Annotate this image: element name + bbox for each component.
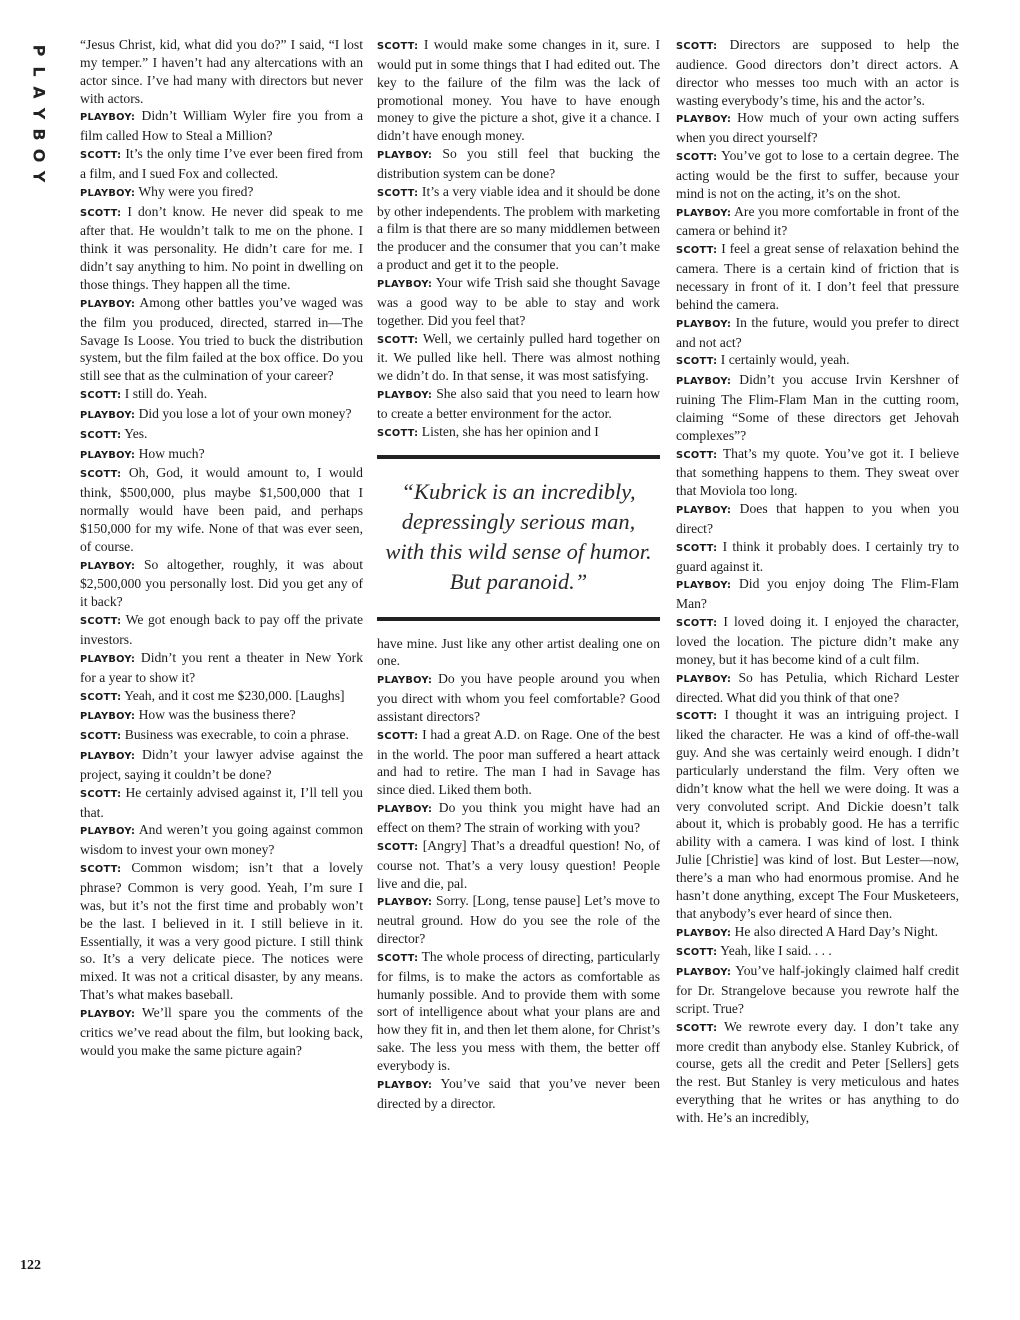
interview-paragraph: [676, 575, 959, 613]
paragraph-text: Didn’t you rent a theater in New York for a year to show it?: [80, 649, 363, 685]
masthead-letter: A: [29, 86, 49, 99]
interview-paragraph: [676, 500, 959, 538]
paragraph-text: So has Petulia, which Richard Lester directed. What did you think of that one?: [676, 669, 959, 705]
paragraph-text: I don’t know. He never did speak to me after that. He wouldn’t talk to me on the phone. I think it was personality. He didn’t care for me. I didn’t say anything to him. No point in dwelling on those things. They happen all the time.: [80, 203, 363, 292]
masthead-letter: O: [29, 148, 49, 163]
interview-paragraph: [80, 425, 363, 445]
speaker-label: PLAYBOY:: [676, 673, 732, 685]
paragraph-text: I had a great A.D. on Rage. One of the best in the world. The poor man suffered a heart attack and had to retire. The man I had in Savage has since died. Liked them both.: [377, 726, 660, 798]
page-number: 122: [20, 1258, 41, 1273]
paragraph-text: Why were you fired?: [138, 183, 254, 199]
interview-paragraph: [80, 611, 363, 649]
speaker-label: SCOTT:: [377, 952, 419, 964]
interview-paragraph: [80, 556, 363, 612]
paragraph-text: I loved doing it. I enjoyed the character, loved the location. The picture didn’t make any money, but it has become kind of a cult film.: [676, 614, 959, 667]
interview-paragraph: [377, 726, 660, 799]
column-3: [676, 36, 959, 1127]
paragraph-text: “Jesus Christ, kid, what did you do?” I said, “I lost my temper.” I haven’t had any altercations with an actor since. I’ve had many with directors but never with actors.: [80, 37, 363, 106]
paragraph-text: Among other battles you’ve waged was the film you produced, directed, starred in—The Savage Is Loose. You tried to buck the distribution system, but the film failed at the box office. Do you still see that as the culmination of your career?: [80, 294, 363, 384]
speaker-label: PLAYBOY:: [80, 560, 136, 572]
speaker-label: PLAYBOY:: [80, 826, 136, 838]
speaker-label: SCOTT:: [676, 1022, 718, 1034]
speaker-label: PLAYBOY:: [80, 112, 136, 124]
interview-paragraph: [80, 464, 363, 555]
speaker-label: PLAYBOY:: [377, 278, 433, 290]
interview-paragraph: [676, 706, 959, 922]
interview-paragraph: [377, 799, 660, 837]
paragraph-text: Yeah, like I said. . . .: [720, 943, 832, 959]
masthead-letter: B: [29, 128, 49, 141]
interview-paragraph: [377, 274, 660, 330]
paragraph-text: Does that happen to you when you direct?: [676, 501, 959, 536]
paragraph-text: How much of your own acting suffers when you direct yourself?: [676, 110, 960, 146]
masthead-letter: P: [29, 44, 49, 57]
paragraph-text: So altogether, roughly, it was about $2,500,000 you personally lost. Did you get any of it back?: [80, 556, 363, 610]
speaker-label: SCOTT:: [676, 152, 718, 164]
paragraph-text: I would make some changes in it, sure. I would put in some things that I had edited out. The key to the failure of the film was the lack of promotional money. You have to have enough money to give the picture a shot, give it a chance. I didn’t have enough money.: [377, 37, 660, 144]
interview-paragraph: [676, 1018, 959, 1127]
paragraph-text: Do you have people around you when you direct with whom you feel comfortable? Good assistant directors?: [377, 671, 660, 724]
paragraph-text: It’s a very viable idea and it should be done by other independents. The problem with marketing a film is that there are so many middlemen between the producer and the consumer that you can’t make a product and get it to the people.: [377, 183, 660, 273]
speaker-label: SCOTT:: [377, 841, 419, 853]
speaker-label: PLAYBOY:: [377, 804, 433, 816]
paragraph-text: Directors are supposed to help the audience. Good directors don’t direct actors. A director who messes too much with an actor is wasting everybody’s time, his and the actor’s.: [676, 37, 959, 108]
paragraph-text: In the future, would you prefer to direct and not act?: [676, 314, 959, 350]
speaker-label: SCOTT:: [80, 864, 122, 876]
speaker-label: SCOTT:: [80, 731, 122, 743]
interview-paragraph: [80, 687, 363, 707]
interview-paragraph: [377, 183, 660, 274]
column-1: [80, 36, 363, 1059]
interview-paragraph: [377, 145, 660, 183]
speaker-label: SCOTT:: [377, 187, 419, 199]
speaker-label: SCOTT:: [377, 730, 419, 742]
paragraph-text: Sorry. [Long, tense pause] Let’s move to neutral ground. How do you see the role of the director?: [377, 893, 660, 947]
speaker-label: PLAYBOY:: [80, 711, 136, 723]
paragraph-text: I thought it was an intriguing project. I liked the character. He was a kind of off-the-wall guy. And she was certainly weird enough. I didn’t particularly understand the film. Very often we didn’t know what the hell we were doing. It was a very convoluted script. And Dickie doesn’t talk about it, which is probably good. He has a terrific ability with a camera. I was kind of lost. I think Julie [Christie] was kind of lost. But Lester—now, there’s a man who had enormous promise. And he hasn’t done anything, except The Four Musketeers, that anybody’s ever heard of since then.: [676, 707, 959, 921]
interview-paragraph: [80, 746, 363, 784]
paragraph-text: How much?: [138, 445, 205, 461]
paragraph-text: That’s my quote. You’ve got it. I believe that something happens to them. They sweat over that Moviola too long.: [676, 445, 959, 499]
speaker-label: SCOTT:: [80, 207, 122, 219]
paragraph-text: Are you more comfortable in front of the camera or behind it?: [676, 203, 960, 239]
speaker-label: SCOTT:: [377, 41, 419, 52]
masthead-letter: L: [29, 66, 49, 77]
paragraph-text: Your wife Trish said she thought Savage was a good way to be able to stay and work together. Did you feel that?: [377, 274, 660, 328]
speaker-label: SCOTT:: [80, 150, 122, 162]
interview-paragraph: [80, 821, 363, 859]
speaker-label: SCOTT:: [676, 542, 718, 554]
interview-paragraph: [676, 613, 959, 669]
speaker-label: PLAYBOY:: [377, 897, 433, 909]
interview-paragraph: [676, 371, 959, 444]
interview-paragraph: [676, 240, 959, 313]
interview-paragraph: [80, 1004, 363, 1060]
paragraph-text: I still do. Yeah.: [124, 386, 208, 402]
speaker-label: PLAYBOY:: [676, 927, 732, 939]
speaker-label: PLAYBOY:: [80, 751, 136, 763]
speaker-label: SCOTT:: [80, 469, 122, 481]
speaker-label: PLAYBOY:: [676, 318, 732, 330]
interview-paragraph: [676, 942, 959, 962]
paragraph-text: Yes.: [124, 425, 148, 441]
paragraph-text: You’ve got to lose to a certain degree. The acting would be the first to suffer, because your mind is not on the acting, it’s on the shot.: [676, 148, 959, 201]
masthead-vertical: [24, 40, 54, 200]
interview-paragraph: [80, 405, 363, 425]
paragraph-text: Do you think you might have had an effect on them? The strain of working with you?: [377, 800, 661, 835]
paragraph-text: It’s the only time I’ve ever been fired from a film, and I sued Fox and collected.: [80, 146, 364, 181]
speaker-label: SCOTT:: [676, 245, 718, 257]
paragraph-text: She also said that you need to learn how to create a better environment for the actor.: [377, 386, 660, 421]
speaker-label: PLAYBOY:: [80, 449, 136, 461]
interview-paragraph: [377, 423, 660, 443]
interview-paragraph: [80, 784, 363, 822]
interview-paragraph: [676, 147, 959, 203]
paragraph-text: Didn’t you accuse Irvin Kershner of ruining The Flim-Flam Man in the cutting room, claiming “Some of these directors get Jehovah complexes”?: [676, 372, 960, 443]
paragraph-text: Oh, God, it would amount to, I would think, $500,000, plus maybe $1,500,000 that I normally would have been paid, and perhaps $150,000 for my wife. None of that was ever seen, of course.: [80, 465, 363, 554]
paragraph-text: He also directed A Hard Day’s Night.: [734, 923, 939, 939]
speaker-label: SCOTT:: [676, 711, 718, 723]
paragraph-text: The whole process of directing, particularly for films, is to make the actors as comfortable as humanly possible. And to provide them with some sort of intelligence about what your plans are and how they fit in, and then let them alone, for Christ’s sake. The less you mess with them, the better off everybody is.: [377, 948, 660, 1073]
paragraph-text: have mine. Just like any other artist dealing one on one.: [377, 635, 660, 669]
interview-paragraph: [377, 36, 660, 145]
speaker-label: PLAYBOY:: [80, 187, 136, 199]
speaker-label: PLAYBOY:: [80, 409, 136, 421]
speaker-label: PLAYBOY:: [377, 675, 433, 687]
paragraph-text: Did you lose a lot of your own money?: [138, 405, 352, 421]
speaker-label: SCOTT:: [80, 616, 122, 628]
speaker-label: PLAYBOY:: [80, 1008, 136, 1020]
speaker-label: SCOTT:: [80, 390, 122, 402]
speaker-label: PLAYBOY:: [676, 505, 732, 517]
speaker-label: PLAYBOY:: [676, 114, 732, 126]
paragraph-text: Listen, she has her opinion and I: [421, 423, 599, 439]
interview-paragraph: [80, 706, 363, 726]
paragraph-text: I think it probably does. I certainly try to guard against it.: [676, 538, 959, 574]
interview-paragraph: [80, 859, 363, 1004]
paragraph-text: Didn’t your lawyer advise against the project, saying it couldn’t be done?: [80, 747, 363, 782]
interview-paragraph: [80, 294, 363, 385]
speaker-label: SCOTT:: [80, 429, 122, 441]
paragraph-text: Business was execrable, to coin a phrase.: [124, 727, 349, 743]
speaker-label: SCOTT:: [676, 41, 718, 52]
interview-paragraph: [80, 107, 363, 145]
masthead-letter: Y: [29, 170, 49, 183]
paragraph-text: You’ve said that you’ve never been directed by a director.: [377, 1075, 660, 1111]
interview-paragraph: [80, 203, 363, 294]
interview-paragraph: [377, 1075, 660, 1113]
speaker-label: PLAYBOY:: [377, 390, 433, 402]
column-2-bottom: [377, 635, 660, 1113]
interview-paragraph: [80, 726, 363, 746]
masthead-letter: Y: [29, 107, 49, 120]
interview-paragraph: [80, 385, 363, 405]
speaker-label: SCOTT:: [377, 334, 419, 346]
speaker-label: SCOTT:: [80, 788, 122, 800]
interview-paragraph: [80, 36, 363, 107]
interview-paragraph: [377, 385, 660, 423]
interview-paragraph: [676, 923, 959, 943]
paragraph-text: So you still feel that bucking the distribution system can be done?: [377, 146, 660, 181]
interview-paragraph: [377, 948, 660, 1075]
speaker-label: SCOTT:: [676, 449, 718, 461]
speaker-label: PLAYBOY:: [676, 967, 732, 979]
interview-paragraph: [676, 538, 959, 576]
column-2-top: [377, 36, 660, 443]
interview-paragraph: [377, 330, 660, 386]
interview-paragraph: [676, 36, 959, 109]
speaker-label: SCOTT:: [377, 427, 419, 439]
speaker-label: SCOTT:: [676, 356, 718, 368]
interview-paragraph: [676, 669, 959, 707]
speaker-label: SCOTT:: [676, 618, 718, 630]
paragraph-text: Well, we certainly pulled hard together on it. We pulled like hell. There was almost nothing we didn’t do. In that sense, it was most satisfying.: [377, 330, 660, 384]
speaker-label: PLAYBOY:: [80, 653, 136, 665]
paragraph-text: I certainly would, yeah.: [720, 352, 850, 368]
speaker-label: PLAYBOY:: [676, 580, 732, 592]
interview-paragraph: [377, 892, 660, 948]
column-2: [377, 36, 660, 1113]
paragraph-text: And weren’t you going against common wisdom to invest your own money?: [80, 822, 363, 858]
paragraph-text: Common wisdom; isn’t that a lovely phrase? Common is very good. Yeah, I’m sure I was, but it’s not the first time and probably won’t be the last. I believed in it. I still believe in it. Essentially, it was a very good picture. I still think so. It’s a very delicate piece. The notices were mixed. It was not a critical disaster, by any means. That’s what makes baseball.: [80, 860, 363, 1003]
paragraph-text: Did you enjoy doing The Flim-Flam Man?: [676, 576, 959, 612]
interview-paragraph: [676, 351, 959, 371]
interview-paragraph: [676, 445, 959, 501]
paragraph-text: How was the business there?: [138, 707, 296, 723]
speaker-label: SCOTT:: [676, 947, 718, 959]
interview-paragraph: [80, 445, 363, 465]
paragraph-text: You’ve half-jokingly claimed half credit for Dr. Strangelove because you rewrote half the script. True?: [676, 963, 959, 1016]
interview-paragraph: [377, 670, 660, 726]
speaker-label: PLAYBOY:: [676, 207, 732, 219]
interview-paragraph: [80, 183, 363, 203]
paragraph-text: We rewrote every day. I don’t take any more credit than anybody else. Stanley Kubrick, of course, gets all the credit and Peter [Sellers] gets the rest. But Stanley is very meticulous and hates everything that he writes or has anything to do with. He’s an incredibly,: [676, 1018, 959, 1125]
speaker-label: SCOTT:: [80, 691, 122, 703]
paragraph-text: We’ll spare you the comments of the critics we’ve read about the film, but looking back, would you make the same picture again?: [80, 1004, 363, 1058]
speaker-label: PLAYBOY:: [377, 150, 433, 162]
paragraph-text: Yeah, and it cost me $230,000. [Laughs]: [124, 687, 345, 703]
interview-paragraph: [377, 837, 660, 893]
interview-paragraph: [676, 109, 959, 147]
paragraph-text: [Angry] That’s a dreadful question! No, of course not. That’s a very lousy question! People live and die, pal.: [377, 837, 660, 891]
interview-paragraph: [377, 635, 660, 671]
interview-paragraph: [80, 649, 363, 687]
interview-paragraph: [80, 145, 363, 183]
paragraph-text: He certainly advised against it, I’ll tell you that.: [80, 784, 363, 820]
interview-paragraph: [676, 203, 959, 241]
paragraph-text: We got enough back to pay off the private investors.: [80, 612, 364, 647]
paragraph-text: Didn’t William Wyler fire you from a film called How to Steal a Million?: [80, 108, 363, 144]
speaker-label: PLAYBOY:: [377, 1079, 433, 1091]
pull-quote: “Kubrick is an incredibly, depressingly serious man, with this wild sense of humor. But paranoid.”: [377, 455, 660, 621]
paragraph-text: I feel a great sense of relaxation behind the camera. There is a certain kind of friction that is necessary in front of it. I don’t feel that pressure behind the camera.: [676, 241, 959, 312]
interview-paragraph: [676, 314, 959, 352]
interview-paragraph: [676, 962, 959, 1018]
speaker-label: PLAYBOY:: [80, 298, 136, 310]
speaker-label: PLAYBOY:: [676, 376, 732, 388]
